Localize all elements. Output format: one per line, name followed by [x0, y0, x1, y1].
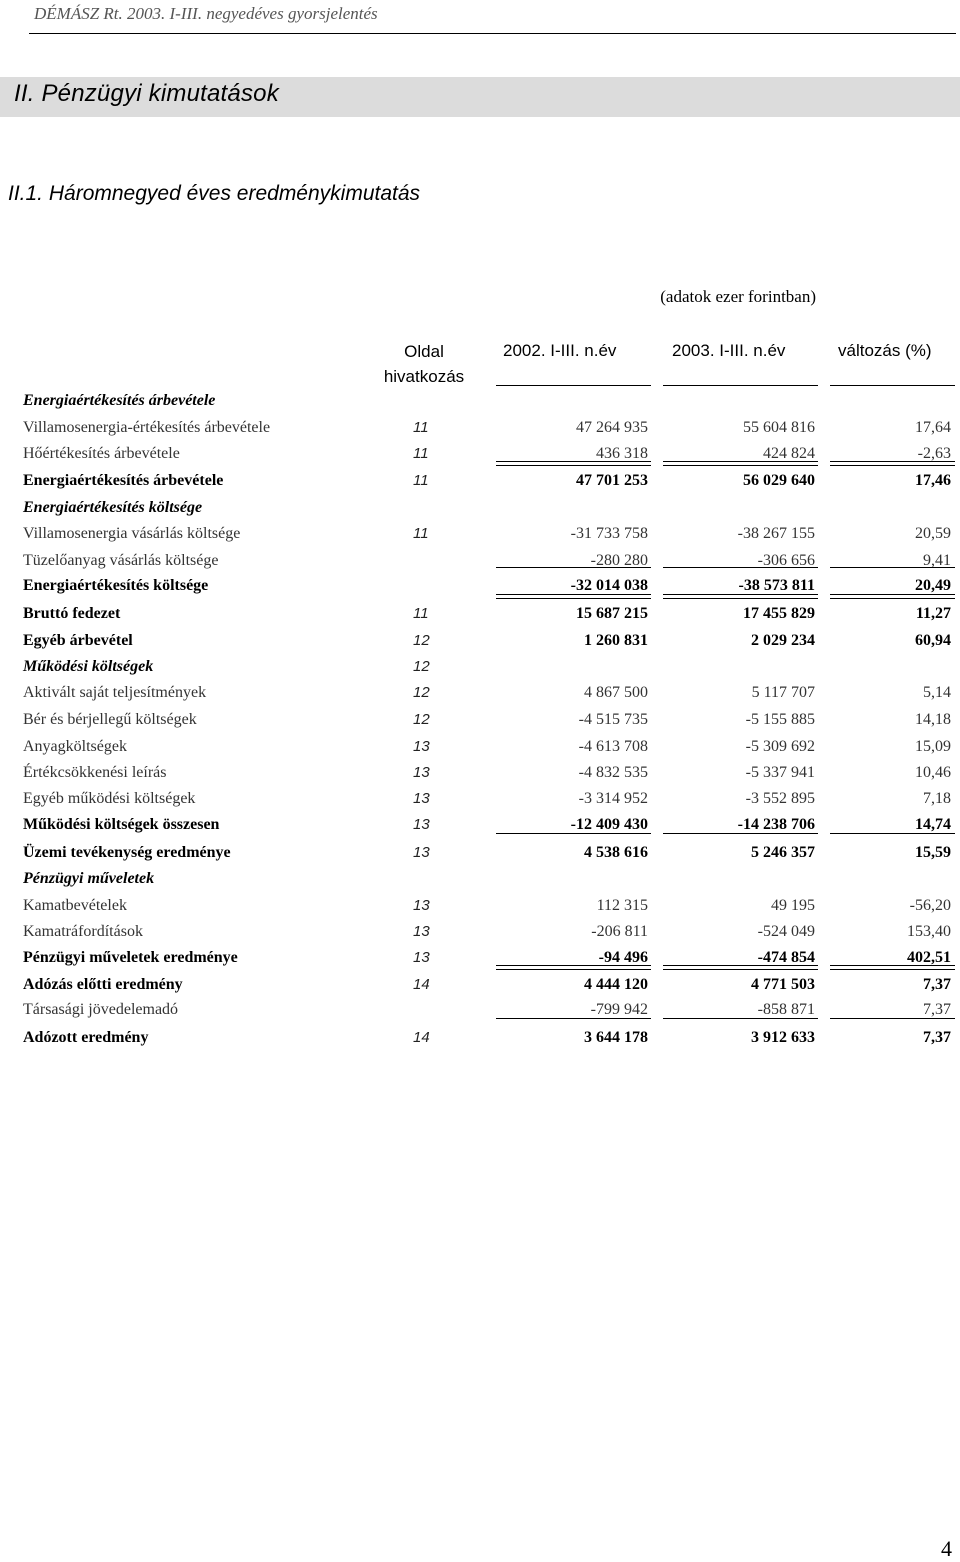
page-number: 4 [941, 1536, 952, 1561]
value-2002: 1 260 831 [584, 632, 648, 649]
value-2003: -306 656 [757, 552, 815, 569]
value-2002: 4 444 120 [584, 976, 648, 993]
single-underline [663, 833, 818, 834]
single-underline [663, 1018, 818, 1019]
value-2003: 5 117 707 [751, 684, 815, 701]
double-underline [663, 461, 818, 466]
double-underline [663, 965, 818, 970]
value-change-percent: 20,59 [915, 525, 951, 542]
row-page-reference: 11 [413, 472, 429, 489]
single-underline [496, 567, 651, 568]
single-underline [830, 567, 955, 568]
value-2002: 4 867 500 [584, 684, 648, 701]
row-page-reference: 13 [413, 738, 430, 755]
value-change-percent: 5,14 [923, 684, 951, 701]
row-label: Működési költségek [23, 658, 154, 675]
single-underline [830, 1018, 955, 1019]
row-page-reference: 11 [413, 419, 429, 436]
double-underline [496, 965, 651, 970]
table-row [0, 973, 960, 997]
value-2002: 4 538 616 [584, 844, 648, 861]
value-2003: -3 552 895 [745, 790, 815, 807]
value-2003: 49 195 [771, 897, 815, 914]
row-page-reference: 14 [413, 976, 430, 993]
value-2002: -206 811 [591, 923, 648, 940]
value-2003: 424 824 [763, 445, 815, 462]
value-change-percent: 17,64 [915, 419, 951, 436]
value-2003: 17 455 829 [743, 605, 815, 622]
value-change-percent: -56,20 [909, 897, 951, 914]
column-header-reference [374, 339, 474, 389]
row-page-reference: 11 [413, 605, 429, 622]
value-2002: -280 280 [590, 552, 648, 569]
value-2002: -799 942 [590, 1001, 648, 1018]
value-2003: -38 573 811 [738, 577, 815, 594]
table-row [0, 735, 960, 759]
row-page-reference: 13 [413, 897, 430, 914]
row-page-reference: 11 [413, 445, 429, 462]
section-title: II. Pénzügyi kimutatások [14, 80, 279, 107]
table-row [0, 389, 960, 413]
running-head: DÉMÁSZ Rt. 2003. I-III. negyedéves gyorsjelentés [34, 4, 378, 23]
value-change-percent: 7,37 [923, 1001, 951, 1018]
value-2003: -858 871 [757, 1001, 815, 1018]
double-underline [496, 594, 651, 599]
row-label: Egyéb árbevétel [23, 632, 133, 649]
value-2002: -4 832 535 [578, 764, 648, 781]
row-label: Értékcsökkenési leírás [23, 764, 167, 781]
value-change-percent: 14,74 [915, 816, 951, 833]
row-page-reference: 13 [413, 790, 430, 807]
value-2002: -4 613 708 [578, 738, 648, 755]
row-page-reference: 11 [413, 525, 429, 542]
row-label: Energiaértékesítés árbevétele [23, 472, 224, 489]
value-2003: -5 337 941 [745, 764, 815, 781]
row-label: Energiaértékesítés árbevétele [23, 392, 216, 409]
row-label: Üzemi tevékenység eredménye [23, 844, 231, 861]
row-page-reference: 13 [413, 816, 430, 833]
row-label: Energiaértékesítés költsége [23, 499, 203, 516]
value-change-percent: 11,27 [915, 605, 951, 622]
value-change-percent: -2,63 [917, 445, 951, 462]
value-change-percent: 15,09 [915, 738, 951, 755]
value-2002: -31 733 758 [570, 525, 648, 542]
table-row [0, 602, 960, 626]
row-page-reference: 14 [413, 1029, 430, 1046]
value-2002: 112 315 [596, 897, 648, 914]
row-label: Egyéb működési költségek [23, 790, 196, 807]
value-2002: 47 264 935 [576, 419, 648, 436]
row-label: Kamatbevételek [23, 897, 127, 914]
single-underline [663, 567, 818, 568]
row-label: Villamosenergia-értékesítés árbevétele [23, 419, 271, 436]
table-row [0, 867, 960, 891]
row-page-reference: 13 [413, 764, 430, 781]
row-label: Aktivált saját teljesítmények [23, 684, 207, 701]
table-row [0, 761, 960, 785]
row-page-reference: 12 [413, 684, 430, 701]
row-page-reference: 12 [413, 632, 430, 649]
table-row [0, 469, 960, 493]
value-change-percent: 7,18 [923, 790, 951, 807]
value-change-percent: 20,49 [915, 577, 951, 594]
value-2002: -3 314 952 [578, 790, 648, 807]
row-label: Tüzelőanyag vásárlás költsége [23, 552, 219, 569]
row-label: Bruttó fedezet [23, 605, 121, 622]
table-row [0, 920, 960, 944]
value-change-percent: 60,94 [915, 632, 951, 649]
table-row [0, 708, 960, 732]
value-2002: -32 014 038 [570, 577, 648, 594]
value-change-percent: 9,41 [923, 552, 951, 569]
value-2003: 3 912 633 [751, 1029, 815, 1046]
value-2003: -5 155 885 [745, 711, 815, 728]
column-rule [830, 385, 955, 386]
header-rule [29, 33, 956, 34]
column-header-change: változás (%) [838, 341, 932, 360]
value-2003: 56 029 640 [743, 472, 815, 489]
table-row [0, 681, 960, 705]
double-underline [830, 461, 955, 466]
value-2003: -5 309 692 [745, 738, 815, 755]
row-page-reference: 13 [413, 923, 430, 940]
table-row [0, 416, 960, 440]
value-2003: 5 246 357 [751, 844, 815, 861]
table-row [0, 841, 960, 865]
column-header-reference-line1: Oldal [404, 342, 444, 361]
value-2002: -12 409 430 [570, 816, 648, 833]
column-rule [496, 385, 651, 386]
value-change-percent: 402,51 [907, 949, 951, 966]
row-label: Bér és bérjellegű költségek [23, 711, 197, 728]
table-row [0, 655, 960, 679]
row-label: Anyagköltségek [23, 738, 127, 755]
value-2002: 3 644 178 [584, 1029, 648, 1046]
value-2003: -524 049 [757, 923, 815, 940]
row-label: Pénzügyi műveletek [23, 870, 155, 887]
value-change-percent: 10,46 [915, 764, 951, 781]
unit-note: (adatok ezer forintban) [660, 287, 816, 306]
row-page-reference: 13 [413, 844, 430, 861]
value-change-percent: 17,46 [915, 472, 951, 489]
value-change-percent: 7,37 [923, 976, 951, 993]
double-underline [830, 594, 955, 599]
table-row [0, 629, 960, 653]
single-underline [830, 833, 955, 834]
double-underline [663, 594, 818, 599]
row-label: Energiaértékesítés költsége [23, 577, 209, 594]
value-change-percent: 14,18 [915, 711, 951, 728]
table-row [0, 549, 960, 573]
table-row [0, 787, 960, 811]
row-label: Működési költségek összesen [23, 816, 220, 833]
value-change-percent: 15,59 [915, 844, 951, 861]
column-rule [663, 385, 818, 386]
row-label: Hőértékesítés árbevétele [23, 445, 180, 462]
value-change-percent: 153,40 [907, 923, 951, 940]
value-2002: 15 687 215 [576, 605, 648, 622]
value-2002: 47 701 253 [576, 472, 648, 489]
row-label: Villamosenergia vásárlás költsége [23, 525, 241, 542]
column-header-2003: 2003. I-III. n.év [672, 341, 786, 360]
row-label: Adózott eredmény [23, 1029, 149, 1046]
value-2003: -474 854 [757, 949, 815, 966]
table-row [0, 522, 960, 546]
value-2002: 436 318 [596, 445, 648, 462]
single-underline [496, 1018, 651, 1019]
row-page-reference: 12 [413, 711, 430, 728]
value-2003: -38 267 155 [737, 525, 815, 542]
row-label: Kamatráfordítások [23, 923, 143, 940]
column-header-2002: 2002. I-III. n.év [503, 341, 617, 360]
value-2003: 55 604 816 [743, 419, 815, 436]
value-2003: 4 771 503 [751, 976, 815, 993]
value-change-percent: 7,37 [923, 1029, 951, 1046]
row-label: Pénzügyi műveletek eredménye [23, 949, 238, 966]
value-2002: -94 496 [598, 949, 648, 966]
double-underline [496, 461, 651, 466]
value-2003: -14 238 706 [737, 816, 815, 833]
value-2002: -4 515 735 [578, 711, 648, 728]
double-underline [830, 965, 955, 970]
row-page-reference: 12 [413, 658, 430, 675]
row-label: Társasági jövedelemadó [23, 1001, 179, 1018]
row-label: Adózás előtti eredmény [23, 976, 183, 993]
table-row [0, 496, 960, 520]
table-row [0, 894, 960, 918]
value-2003: 2 029 234 [751, 632, 815, 649]
column-header-reference-line2: hivatkozás [383, 367, 465, 386]
subsection-title: II.1. Háromnegyed éves eredménykimutatás [8, 182, 421, 205]
table-row [0, 1026, 960, 1050]
single-underline [496, 833, 651, 834]
row-page-reference: 13 [413, 949, 430, 966]
